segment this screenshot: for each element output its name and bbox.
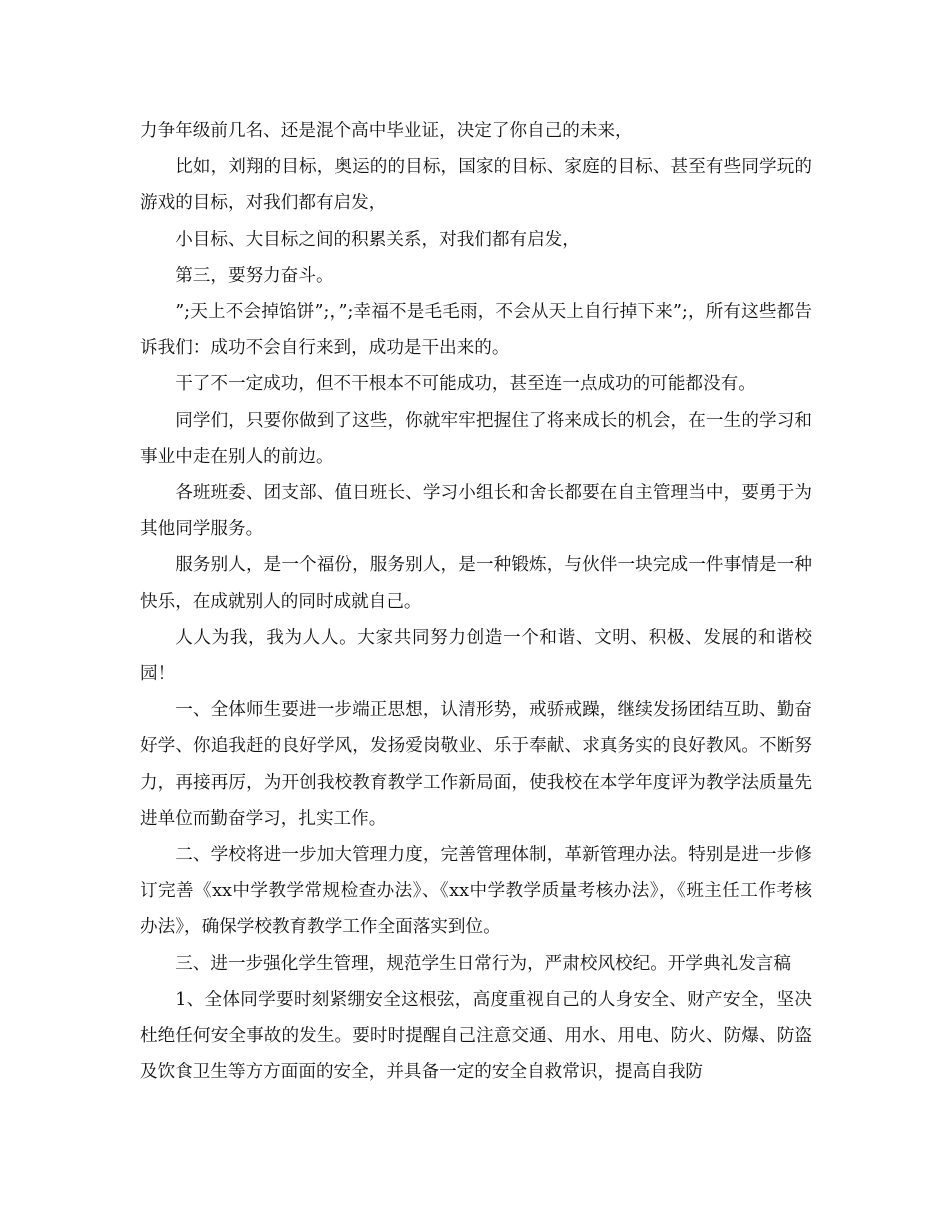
paragraph: ”;天上不会掉馅饼”;，”;幸福不是毛毛雨，不会从天上自行掉下来”;，所有这些都告诉我们：成功不会自行来到，成功是干出来的。 bbox=[140, 302, 812, 359]
paragraph: 二、学校将进一步加大管理力度，完善管理体制，革新管理办法。特别是进一步修订完善《xx中学教学常规检查办法》、《xx中学教学质量考核办法》，《班主任工作考核办法》，确保学校教育教学工作全面落实到位。 bbox=[140, 845, 812, 938]
paragraph: 三、进一步强化学生管理，规范学生日常行为，严肃校风校纪。开学典礼发言稿 bbox=[175, 953, 791, 974]
paragraph: 第三，要努力奋斗。 bbox=[175, 265, 334, 286]
paragraph: 力争年级前几名、还是混个高中毕业证，决定了你自己的未来， bbox=[140, 121, 633, 141]
paragraph: 各班班委、团支部、值日班长、学习小组长和舍长都要在自主管理当中，要勇于为其他同学服务。 bbox=[140, 483, 812, 540]
paragraph: 一、全体师生要进一步端正思想，认清形势，戒骄戒躁，继续发扬团结互助、勤奋好学、你追我赶的良好学风，发扬爱岗敬业、乐于奉献、求真务实的良好教风。不断努力，再接再厉，为开创我校教育教学工作新局面，使我校在本学年度评为教学法质量先进单位而勤奋学习，扎实工作。 bbox=[140, 700, 812, 829]
paragraph: 服务别人，是一个福份，服务别人，是一种锻炼，与伙伴一块完成一件事情是一种快乐，在成就别人的同时成就自己。 bbox=[140, 555, 812, 612]
paragraph: 1、全体同学要时刻紧绷安全这根弦，高度重视自己的人身安全、财产安全，坚决杜绝任何安全事故的发生。要时时提醒自己注意交通、用水、用电、防火、防爆、防盗及饮食卫生等方方面面的安全，并具备一定的安全自救常识，提高自我防 bbox=[140, 989, 812, 1083]
paragraph: 小目标、大目标之间的积累关系，对我们都有启发， bbox=[175, 229, 580, 250]
paragraph: 干了不一定成功，但不干根本不可能成功，甚至连一点成功的可能都没有。 bbox=[175, 374, 756, 395]
document-body bbox=[140, 113, 812, 1090]
paragraph: 比如，刘翔的目标，奥运的的目标，国家的目标、家庭的目标、甚至有些同学玩的游戏的目标，对我们都有启发， bbox=[140, 157, 812, 214]
paragraph: 同学们，只要你做到了这些，你就牢牢把握住了将来成长的机会，在一生的学习和事业中走在别人的前边。 bbox=[140, 410, 812, 467]
paragraph: 人人为我，我为人人。大家共同努力创造一个和谐、文明、积极、发展的和谐校园！ bbox=[140, 627, 812, 685]
